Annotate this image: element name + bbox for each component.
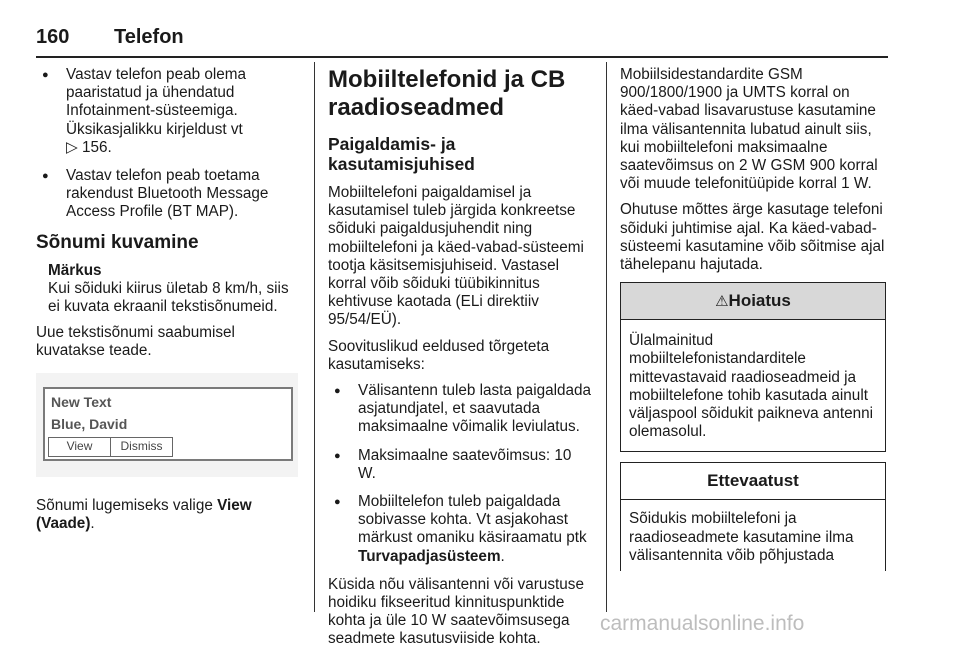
paragraph: Soovituslikud eeldused tõrgeteta kasutamiseks: [328,337,550,373]
bullet-text: Mobiiltelefon tuleb paigaldada sobivasse kohta. Vt asjakohast märkust omaniku käsiraamatu ptk [358,493,587,547]
column-1 [36,66,300,541]
popup-sender: Blue, David [51,415,128,432]
list-item: ● Vastav telefon peab toetama rakendust Bluetooth Message Access Profile (BT MAP). [36,167,300,222]
paragraph: Uue tekstisõnumi saabumisel kuvatakse teade. [36,324,235,360]
list-item: ● Maksimaalne saatevõimsus: 10 W. [328,447,592,483]
paragraph: Mobiiltelefoni paigaldamisel ja kasutamisel tuleb järgida konkreetse sõiduki paigaldusjuhendit ning mobiiltelefoni ja käed-vabad-süsteemi tootja käsitsemisjuhiseid. Vastasel korral võib sõiduki tüübikinnitus kehtivuse kaotada (ELi direktiiv 95/54/EÜ). [328,184,584,329]
paragraph: Küsida nõu välisantenni või varustuse hoidiku fikseeritud kinnituspunktide kohta ja üle 10 W saatevõimsusega seadmete kasutusviiside kohta. [328,575,584,648]
warning-header [621,283,885,320]
view-button: View [48,437,111,457]
paragraph-text: Sõnumi lugemiseks valige [36,496,213,514]
caution-title: Ettevaatust [621,463,885,500]
list-item: ● Välisantenn tuleb lasta paigaldada asjatundjatel, et saavutada maksimaalne võimalik leviulatus. [328,382,592,437]
caution-box [620,462,886,571]
punctuation: . [500,547,505,565]
section-heading: Sõnumi kuvamine [36,231,199,253]
warning-icon: ⚠ [715,293,729,311]
column-divider [606,62,607,612]
paragraph: Ohutuse mõttes ärge kasutage telefoni sõiduki juhtimise ajal. Ka käed-vabad-süsteemi kasutamine võib sõitmise ajal tähelepanu hajutada. [620,201,885,274]
punctuation: . [90,514,95,532]
warning-title: Hoiatus [728,291,791,311]
paragraph: Mobiilsidestandardite GSM 900/1800/1900 ja UMTS korral on käed-vabad lisavarustuse kasutamine ilma välisantennita lubatud ainult siis, kui mobiiltelefoni maksimaalne saatevõimsus on 2 W GSM 900 korral või muude telefonitüüpide korral 1 W. [620,66,878,193]
warning-box [620,282,886,452]
list-item [328,493,592,566]
section-title: Telefon [114,26,184,48]
column-divider [314,62,315,612]
warning-text: Ülalmainitud mobiiltelefonistandarditele mittevastavaid raadioseadmeid ja mobiiltelefone tohib kasutada ainult väljaspool sõidukit paikneva antenni olemasolul. [629,332,874,441]
page-header [36,26,184,49]
column-3 [620,66,886,571]
page-ref-icon[interactable]: ▷ [66,138,78,156]
menu-option: View (Vaade) [36,496,252,532]
list-item [36,66,300,157]
display-screenshot [36,373,298,477]
chapter-title: Mobiiltelefonid ja CB raadioseadmed [328,66,566,121]
note-title: Märkus [48,261,102,279]
caution-text: Sõidukis mobiiltelefoni ja raadioseadmete kasutamine ilma välisantennita võib põhjustada [629,510,854,564]
page-number: 160 [36,26,70,48]
watermark: carmanualsonline.info [600,612,805,635]
column-2 [328,66,592,657]
paragraph [36,497,300,533]
cross-reference[interactable]: Turvapadjasüsteem [358,547,501,565]
popup-title: New Text [51,393,112,410]
message-popup [43,387,293,461]
note-box [36,262,300,317]
header-rule [36,56,888,58]
bullet-text: Vastav telefon peab olema paaristatud ja ühendatud Infotainment-süsteemiga. Üksikasjalikku kirjeldust vt [66,66,246,138]
page-ref[interactable]: 156. [82,138,112,156]
subsection-heading: Paigaldamis- ja kasutamisjuhised [328,134,475,174]
dismiss-button: Dismiss [110,437,173,457]
note-text: Kui sõiduki kiirus ületab 8 km/h, siis ei kuvata ekraanil tekstisõnumeid. [48,279,289,316]
